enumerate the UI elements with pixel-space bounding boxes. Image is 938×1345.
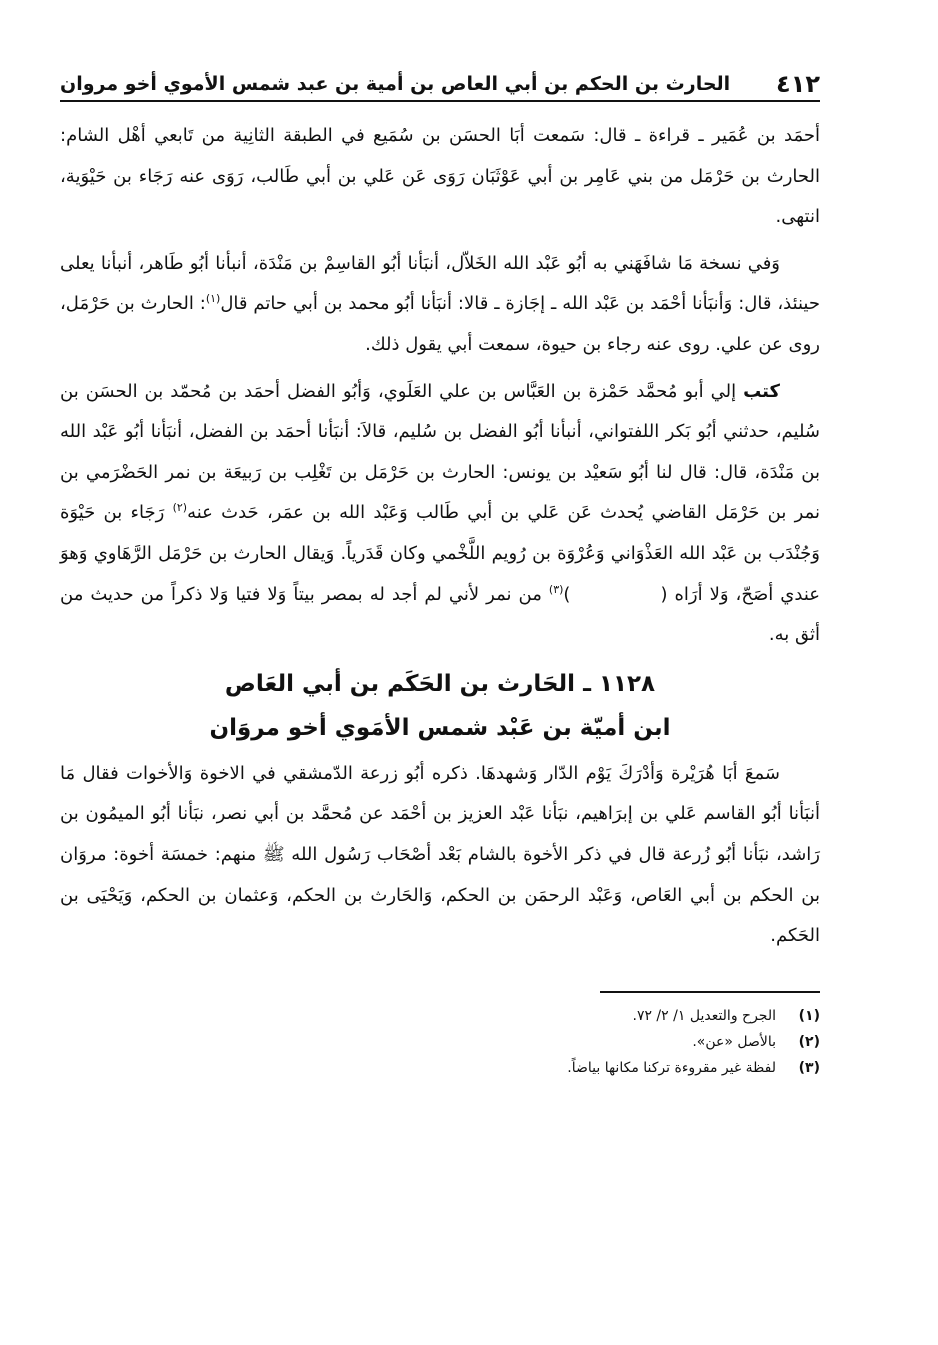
running-header (60, 60, 820, 102)
footnote-ref-2[interactable]: (٢) (172, 501, 188, 515)
paragraph-text: ) (563, 583, 571, 605)
footnote-ref-3[interactable]: (٣) (548, 582, 564, 596)
paragraph-text: سَمعَ أبَا هُرَيْرة وَأدْرَكَ يَوْم الدّار وَشهدهَا. ذكره أبُو زرعة الدّمشقي في الاخوة وَالأخوات فقال مَا أنبَأنا أبُو القاسم عَلي بن إبرَاهيم، نبَأنا عَبْد العزيز بن أحْمَد عن مُحمَّد بن أبي نصر، نبَأنا أبُو الميمُون بن رَاشد، نبَأنا أبُو زُرعة قال في ذكر الأخوة بالشام بَعْد أصْحَاب رَسُول الله ﷺ منهم: خمسَة أخوة: مروَان بن الحكم بن أبي العَاص، وَعَبْد الرحمَن بن الحكم، وَالحَارث بن الحكم، وَعثمان بن الحكم، وَيَحْيَى بن الحَكم. (60, 762, 820, 947)
entry-heading (60, 662, 820, 750)
paragraph-entry-body (60, 754, 820, 957)
paragraph-continuation (60, 116, 820, 238)
paragraph-text: إلي أبو مُحمَّد حَمْزة بن العَبَّاس بن علي العَلَوي، وَأبُو الفضل أحمَد بن مُحمّد بن الحسَن بن سُليم، حدثني أبُو بَكر اللفتواني، أنبأنا أبُو الفضل بن سُليم، قالاَ: أنبَأنا أحمَد بن الفضل، أنبَأنا أبُو عَبْد الله بن مَنْدَة، قال: قال لنا أبُو سَعيْد بن يونس: الحارث بن حَرْمَل بن تَغْلِب بن رَبيعَة بن نمر الحَضْرَمي بن نمر بن حَرْمَل القاضي يُحدث عَن عَلي بن أبي طَالب وَعَبْد الله بن عمَر، حَدث عنه (60, 380, 820, 524)
footnote-number: (٢) (798, 1033, 820, 1050)
document-page (60, 60, 820, 1300)
footnote-divider (600, 991, 820, 993)
page-number: ٤١٢ (776, 70, 820, 98)
footnote-text: لفظة غير مقروءة تركنا مكانها بياضاً. (567, 1059, 776, 1076)
footnote-3 (60, 1055, 820, 1081)
paragraph-isnad-ibn-abi-hatim (60, 244, 820, 366)
main-text (60, 116, 820, 957)
footnote-2 (60, 1029, 820, 1055)
footnote-number: (٣) (798, 1059, 820, 1076)
paragraph-text: : الحارث بن حَرْمَل، روى عن علي. روى عنه رجاء بن حيوة، سمعت أبي يقول ذلك. (60, 293, 820, 355)
footnote-text: الجرح والتعديل ١/ ٢/ ٧٢. (632, 1007, 776, 1024)
entry-heading-line-1: ١١٢٨ ـ الحَارث بن الحَكَم بن أبي العَاص (224, 670, 656, 697)
paragraph-text: رَجَاء بن حَيْوَة وَجُنْدَب بن عَبْد الله العَذْوَاني وَعُرْوَة بن رُويم اللَّخْمي وكان قَدَرياً. وَيقال الحارث بن حَرْمَل الرَّهَاوي وَهوَ عندي أصَحّ، وَلا أرَاه ( (60, 502, 820, 605)
paragraph-text: من نمر لأني لم أجد له بمصر بيتاً وَلا فتيا وَلا ذكراً من حديث من أثق به. (60, 583, 820, 646)
footnote-ref-1[interactable]: (١) (205, 292, 221, 306)
paragraph-text: أحمَد بن عُمَير ـ قراءة ـ قال: سَمعت أبَا الحسَن بن سُمَيع في الطبقة الثانِية من تَابعي أهْل الشام: الحارث بن حَرْمَل من بني عَامِر بن أبي عَوْثَبَان رَوَى عَن عَلي بن أبي طَالب، رَوَى عنه رَجَاء بن حَيْوَية، انتهى. (60, 125, 820, 228)
paragraph-lead-word: كتب (743, 380, 780, 402)
entry-heading-line-2: ابن أميّة بن عَبْد شمس الأمَوي أخو مروَان (209, 714, 671, 741)
running-title: الحارث بن الحكم بن أبي العاص بن أمية بن عبد شمس الأموي أخو مروان (60, 73, 731, 95)
paragraph-text: وَفي نسخة مَا شافَهَني به أبُو عَبْد الله الخَلاّل، أنبَأنا أبُو القاسِمْ بن مَنْدَة، أنبأنا أبُو طَاهر، أنبأنا يعلى حينئذ، قال: وَأنبَأنا أحْمَد بن عَبْد الله ـ إجَازة ـ قالا: أنبَأنا أبُو محمد بن أبي حاتم قال (60, 252, 820, 315)
footnote-1 (60, 1003, 820, 1029)
paragraph-isnad-ibn-yunus (60, 372, 820, 656)
footnote-number: (١) (798, 1007, 820, 1024)
footnotes (60, 1003, 820, 1081)
footnote-text: بالأصل «عن». (692, 1033, 776, 1050)
